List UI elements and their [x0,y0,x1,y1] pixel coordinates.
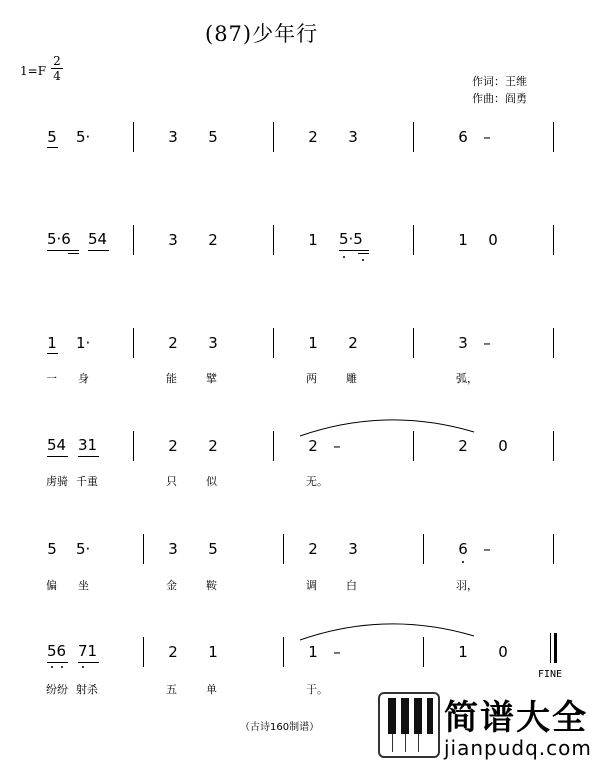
note: 3 [458,334,468,352]
note: 2 [348,334,358,352]
note-group: 5·5 [339,230,363,248]
note: 2 [308,128,318,146]
lyric: 鞍 [206,579,217,592]
note: 5· [76,540,91,558]
lyric: 只 [166,475,177,488]
time-signature [50,54,64,83]
note: 5 [208,128,218,146]
note: 3 [348,128,358,146]
footer-note: （古诗160制谱） [240,722,320,733]
lyric: 射杀 [76,683,98,696]
note-group: 54 [47,436,67,454]
note: 0 [498,643,508,661]
note: 3 [168,128,178,146]
lyric: 千重 [76,475,98,488]
note: 1· [76,334,91,352]
lyric: 虏骑 [46,475,68,488]
note: 1 [308,643,318,661]
page-title: (87)少年行 [205,22,319,46]
note: 0 [488,231,498,249]
note: 5· [76,128,91,146]
note: 1 [458,643,468,661]
lyric: 于。 [306,683,328,696]
fine-mark: FINE [538,669,563,680]
note: 1 [47,334,57,352]
note: 5 [47,540,57,558]
note: 0 [498,437,508,455]
dash: – [483,334,491,352]
note: 2 [168,643,178,661]
lyric: 金 [166,579,177,592]
note: 6 [458,128,468,146]
note: 1 [308,334,318,352]
tie-arc [298,616,478,642]
lyric: 能 [166,372,177,385]
tie-arc [298,412,478,438]
lyric: 单 [206,683,217,696]
lyric: 羽， [456,579,478,592]
composer-credit: 作曲：阎勇 [472,92,527,105]
note-group: 31 [78,436,98,454]
note: 2 [308,540,318,558]
note: 2 [168,334,178,352]
note: 3 [348,540,358,558]
logo-url[interactable]: jianpudq.com [444,736,592,760]
lyric: 两 [306,372,317,385]
dash: – [483,540,491,558]
note-group: 5·6 [47,230,71,248]
note: 2 [208,437,218,455]
note: 1 [458,231,468,249]
lyric: 擘 [206,372,217,385]
lyric: 纷纷 [46,683,68,696]
time-sig-top: 2 [53,54,61,68]
lyric: 五 [166,683,177,696]
note: 2 [208,231,218,249]
dash: – [483,128,491,146]
note: 1 [208,643,218,661]
note: 2 [458,437,468,455]
lyric: 偏 [46,579,57,592]
key-signature: 1=F [20,64,47,78]
lyric: 弧， [456,372,478,385]
note: 3 [168,540,178,558]
lyric: 坐 [78,579,89,592]
note-group: 56 [47,642,67,660]
lyricist-credit: 作词：王维 [472,75,527,88]
note: 2 [168,437,178,455]
lyric: 白 [346,579,357,592]
lyric: 调 [306,579,317,592]
lyric: 一 [46,372,57,385]
time-sig-bottom: 4 [53,69,61,83]
note: 5 [47,128,57,146]
dash: – [333,643,341,661]
site-logo [376,690,600,763]
dash: – [333,437,341,455]
lyric: 似 [206,475,217,488]
lyric: 身 [78,372,89,385]
lyric: 雕 [346,372,357,385]
logo-text: 简谱大全 [444,698,588,738]
note: 1 [308,231,318,249]
note: 5 [208,540,218,558]
note-group: 54 [88,230,108,248]
note: 3 [208,334,218,352]
note: 2 [308,437,318,455]
note: 3 [168,231,178,249]
note-group: 71 [78,642,98,660]
note: 6 [458,540,468,558]
piano-icon [378,692,440,758]
lyric: 无。 [306,475,328,488]
